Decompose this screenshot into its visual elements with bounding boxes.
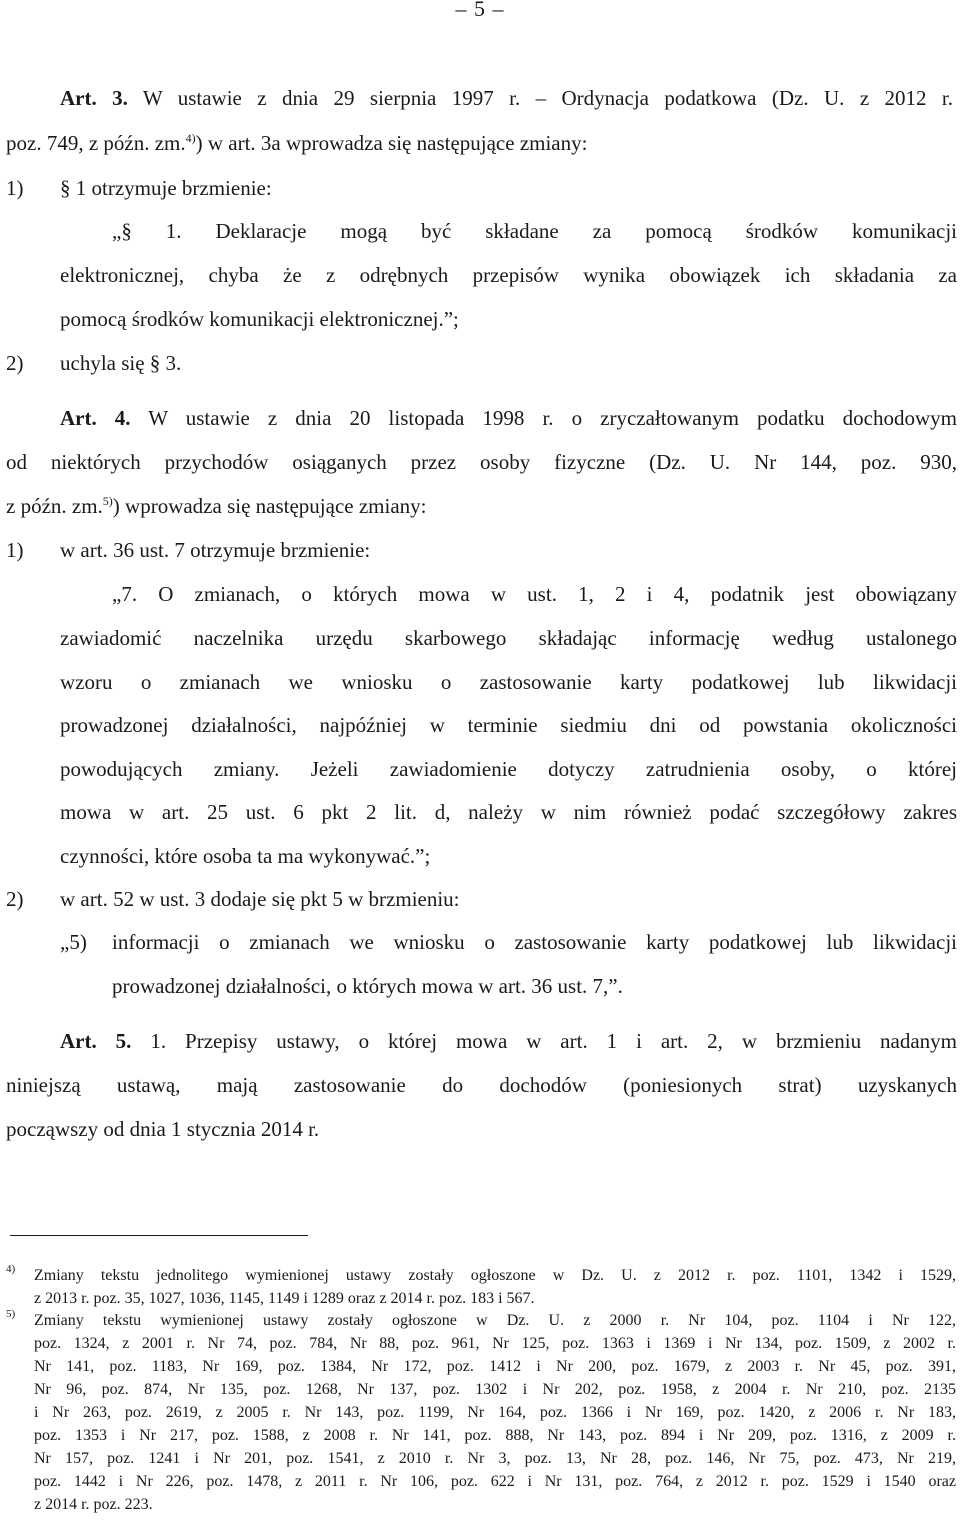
art4-line-3a: z późn. zm.: [6, 494, 103, 518]
footnote-5-line-8: poz. 1442 i Nr 226, poz. 1478, z 2011 r. Nr 106, poz. 622 i Nr 131, poz. 764, z 2012 r. poz. 1529 i 1540 oraz: [34, 1473, 956, 1490]
art4-quote-line-2: zawiadomić naczelnika urzędu skarbowego składając informację według ustalonego: [60, 626, 957, 650]
art4-quote-line-3: wzoru o zmianach we wniosku o zastosowanie karty podatkowej lub likwidacji: [60, 670, 957, 694]
footnote-5-line-9: z 2014 r. poz. 223.: [34, 1496, 153, 1513]
footnote-5-line-2: poz. 1324, z 2001 r. Nr 74, poz. 784, Nr 88, poz. 961, Nr 125, poz. 1363 i 1369 i Nr 134, poz. 1509, z 2002 r.: [34, 1335, 956, 1352]
footnote-4-mark: 4): [6, 1263, 16, 1275]
art5-line-1-text: 1. Przepisy ustawy, o której mowa w art. 1 i art. 2, w brzmieniu nadanym: [150, 1029, 957, 1053]
art5-line-2: niniejszą ustawą, mają zastosowanie do dochodów (poniesionych strat) uzyskanych: [6, 1073, 957, 1097]
art3-line-2: [6, 133, 587, 154]
page-number: – 5 –: [455, 0, 505, 21]
footnote-5-line-6: poz. 1353 i Nr 217, poz. 1588, z 2008 r. Nr 141, poz. 888, Nr 143, poz. 894 i Nr 209, poz. 1316, z 2009 r.: [34, 1427, 956, 1444]
art4-point-2-quote-num: „5): [60, 930, 87, 954]
footnote-5-line-7: Nr 157, poz. 1241 i Nr 201, poz. 1541, z 2010 r. Nr 3, poz. 13, Nr 28, poz. 146, Nr 75, poz. 473, Nr 219,: [34, 1450, 956, 1467]
art4-point-2-text: w art. 52 w ust. 3 dodaje się pkt 5 w brzmieniu:: [60, 887, 460, 911]
art3-point-1-text: § 1 otrzymuje brzmienie:: [60, 176, 272, 200]
art4-quote-line-7: czynności, które osoba ta ma wykonywać.”;: [60, 844, 431, 868]
art4-line-1: [60, 408, 957, 429]
art4-point-2-quote-line-2: prowadzonej działalności, o których mowa w art. 36 ust. 7,”.: [112, 974, 623, 998]
footnote-5-line-1: Zmiany tekstu wymienionej ustawy zostały ogłoszone w Dz. U. z 2000 r. Nr 104, poz. 1104 i Nr 122,: [34, 1312, 956, 1329]
footnote-separator: [10, 1235, 308, 1236]
art3-quote-line-3: pomocą środków komunikacji elektronicznej.”;: [60, 307, 459, 331]
footnote-5-line-3: Nr 141, poz. 1183, Nr 169, poz. 1384, Nr 172, poz. 1412 i Nr 200, poz. 1679, z 2003 r. Nr 45, poz. 391,: [34, 1358, 956, 1375]
art3-label: Art. 3.: [60, 86, 128, 110]
footnote-ref-4: 4): [185, 131, 196, 145]
art4-quote-line-4: prowadzonej działalności, najpóźniej w terminie siedmiu dni od powstania okoliczności: [60, 713, 957, 737]
art4-point-1-num: 1): [6, 538, 24, 562]
art3-quote-line-2: elektronicznej, chyba że z odrębnych przepisów wynika obowiązek ich składania za: [60, 263, 957, 287]
footnote-5-mark: 5): [6, 1308, 16, 1320]
footnote-4-line-1: Zmiany tekstu jednolitego wymienionej ustawy zostały ogłoszone w Dz. U. z 2012 r. poz. 1101, 1342 i 1529,: [34, 1267, 956, 1284]
footnote-5-line-4: Nr 96, poz. 874, Nr 135, poz. 1268, Nr 137, poz. 1302 i Nr 202, poz. 1958, z 2004 r. Nr 210, poz. 2135: [34, 1381, 956, 1398]
art4-quote-line-6: mowa w art. 25 ust. 6 pkt 2 lit. d, należy w nim również podać szczegółowy zakres: [60, 800, 957, 824]
footnote-ref-5: 5): [102, 494, 113, 508]
art3-quote-line-1: „§ 1. Deklaracje mogą być składane za pomocą środków komunikacji: [112, 219, 957, 243]
footnote-5-line-5: i Nr 263, poz. 2619, z 2005 r. Nr 143, poz. 1199, Nr 164, poz. 1366 i Nr 169, poz. 1420, z 2006 r. Nr 183,: [34, 1404, 956, 1421]
art5-line-1: [60, 1031, 957, 1052]
art5-label: Art. 5.: [60, 1029, 132, 1053]
art5-line-3: począwszy od dnia 1 stycznia 2014 r.: [6, 1117, 320, 1141]
art4-point-2-num: 2): [6, 887, 24, 911]
art3-line-2b: ) w art. 3a wprowadza się następujące zmiany:: [195, 131, 588, 155]
art3-line-2a: poz. 749, z późn. zm.: [6, 131, 186, 155]
art4-quote-line-5: powodujących zmiany. Jeżeli zawiadomienie dotyczy zatrudnienia osoby, o której: [60, 757, 957, 781]
art4-line-2: od niektórych przychodów osiąganych przez osoby fizyczne (Dz. U. Nr 144, poz. 930,: [6, 450, 957, 474]
art4-point-2-quote-line-1: informacji o zmianach we wniosku o zastosowanie karty podatkowej lub likwidacji: [112, 930, 957, 954]
art4-line-3: [6, 496, 427, 517]
art4-point-1-text: w art. 36 ust. 7 otrzymuje brzmienie:: [60, 538, 371, 562]
art4-line-3b: ) wprowadza się następujące zmiany:: [112, 494, 427, 518]
art3-line-1-text: W ustawie z dnia 29 sierpnia 1997 r. – Ordynacja podatkowa (Dz. U. z 2012 r.: [142, 86, 953, 110]
art3-line-1: [60, 88, 953, 109]
art4-quote-line-1: „7. O zmianach, o których mowa w ust. 1, 2 i 4, podatnik jest obowiązany: [112, 582, 957, 606]
footnote-4-line-2: z 2013 r. poz. 35, 1027, 1036, 1145, 1149 i 1289 oraz z 2014 r. poz. 183 i 567.: [34, 1290, 535, 1307]
art4-label: Art. 4.: [60, 406, 131, 430]
art4-line-1-text: W ustawie z dnia 20 listopada 1998 r. o zryczałtowanym podatku dochodowym: [148, 406, 957, 430]
art3-point-2-text: uchyla się § 3.: [60, 351, 182, 375]
art3-point-1-num: 1): [6, 176, 24, 200]
art3-point-2-num: 2): [6, 351, 24, 375]
